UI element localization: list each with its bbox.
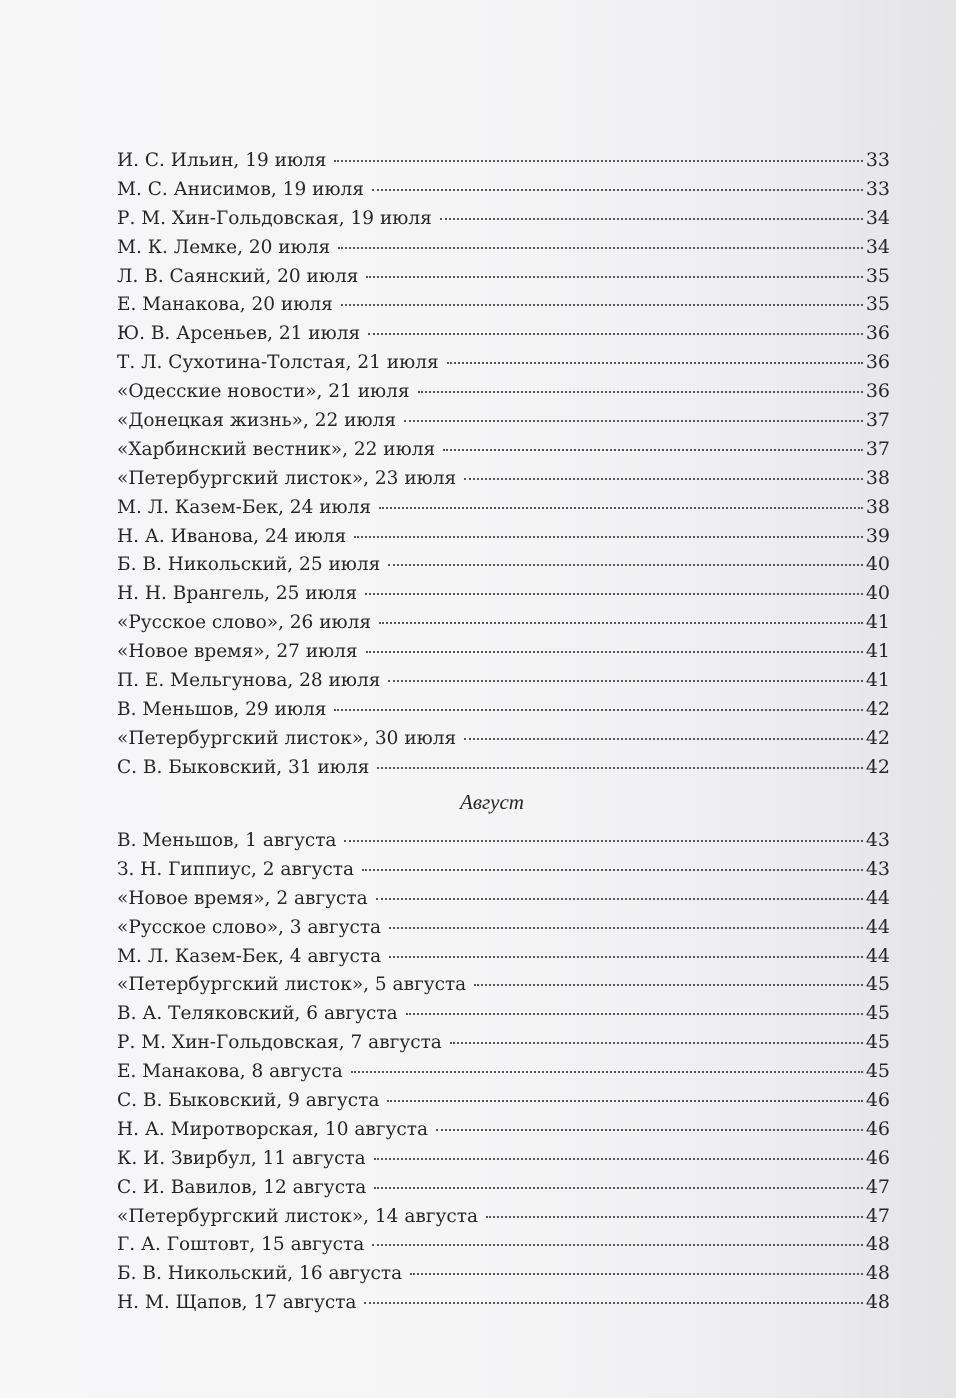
toc-page-number: 41 xyxy=(865,640,890,663)
toc-entry xyxy=(117,1028,890,1057)
toc-entry xyxy=(117,406,890,435)
toc-entry xyxy=(117,233,890,262)
dot-leader xyxy=(374,1187,862,1189)
toc-entry-title: Е. Манакова, 20 июля xyxy=(117,294,333,316)
dot-leader xyxy=(379,622,863,624)
toc-entry-title: М. К. Лемке, 20 июля xyxy=(117,236,331,258)
dot-leader xyxy=(450,1042,863,1044)
dot-leader xyxy=(366,276,862,278)
toc-entry-title: «Одесские новости», 21 июля xyxy=(117,381,410,403)
dot-leader xyxy=(447,362,863,364)
toc-entry xyxy=(117,1173,890,1202)
dot-leader xyxy=(418,391,863,393)
dot-leader xyxy=(406,1013,863,1015)
toc-entry-title: П. Е. Мельгунова, 28 июля xyxy=(117,670,381,692)
toc-entry-title: Н. А. Иванова, 24 июля xyxy=(117,525,347,547)
toc-page-number: 48 xyxy=(865,1262,890,1285)
toc-page-number: 44 xyxy=(865,944,890,967)
toc-entry xyxy=(117,608,890,637)
dot-leader xyxy=(486,1216,863,1218)
toc-entry xyxy=(117,493,890,522)
toc-entry xyxy=(117,522,890,551)
toc-page-number: 44 xyxy=(865,915,890,938)
dot-leader xyxy=(388,680,862,682)
toc-entry-title: «Петербургский листок», 5 августа xyxy=(117,974,467,996)
toc-page-number: 46 xyxy=(865,1146,890,1169)
toc-entry-title: Т. Л. Сухотина-Толстая, 21 июля xyxy=(117,352,439,374)
dot-leader xyxy=(464,478,863,480)
toc-entry-title: В. А. Теляковский, 6 августа xyxy=(117,1003,398,1025)
toc-entry xyxy=(117,204,890,233)
dot-leader xyxy=(341,304,863,306)
toc-page-number: 43 xyxy=(865,857,890,880)
toc-page-number: 39 xyxy=(865,524,890,547)
toc-entry xyxy=(117,348,890,377)
toc-entry xyxy=(117,724,890,753)
toc-entry-title: «Петербургский листок», 30 июля xyxy=(117,727,457,749)
toc-entry-title: «Петербургский листок», 14 августа xyxy=(117,1205,478,1227)
toc-page-number: 41 xyxy=(865,669,890,692)
toc-entry-title: Б. В. Никольский, 16 августа xyxy=(117,1263,403,1285)
dot-leader xyxy=(379,507,863,509)
toc-page-number: 36 xyxy=(865,322,890,345)
dot-leader xyxy=(338,247,863,249)
toc-entry-title: Н. М. Щапов, 17 августа xyxy=(117,1292,357,1314)
toc-entry-title: С. В. Быковский, 31 июля xyxy=(117,756,370,778)
toc-page-number: 42 xyxy=(865,755,890,778)
toc-entry xyxy=(117,464,890,493)
toc-entry-title: В. Меньшов, 29 июля xyxy=(117,698,327,720)
toc-entry xyxy=(117,999,890,1028)
toc-entry xyxy=(117,942,890,971)
toc-entry-title: «Новое время», 2 августа xyxy=(117,887,368,909)
toc-entry-title: «Русское слово», 26 июля xyxy=(117,612,372,634)
toc-page-number: 46 xyxy=(865,1089,890,1112)
toc-entry-title: «Харбинский вестник», 22 июля xyxy=(117,438,436,460)
dot-leader xyxy=(387,1100,862,1102)
toc-entry-title: «Донецкая жизнь», 22 июля xyxy=(117,410,397,432)
dot-leader xyxy=(443,449,863,451)
toc-page-number: 41 xyxy=(865,611,890,634)
toc-page-number: 34 xyxy=(865,235,890,258)
toc-entry-title: И. С. Ильин, 19 июля xyxy=(117,150,327,171)
toc-entry xyxy=(117,884,890,913)
dot-leader xyxy=(436,1129,863,1131)
toc-page-number: 47 xyxy=(865,1204,890,1227)
toc-entry xyxy=(117,1230,890,1259)
toc-entry xyxy=(117,913,890,942)
toc-entry xyxy=(117,1115,890,1144)
dot-leader xyxy=(351,1071,863,1073)
toc-entry xyxy=(117,637,890,666)
toc-page-number: 42 xyxy=(865,697,890,720)
toc-entry-title: К. И. Звирбул, 11 августа xyxy=(117,1147,366,1169)
toc-page-number: 43 xyxy=(865,829,890,851)
dot-leader xyxy=(372,1244,863,1246)
toc-entry xyxy=(117,855,890,884)
toc-page-number: 42 xyxy=(865,726,890,749)
toc-entry-title: Б. В. Никольский, 25 июля xyxy=(117,554,381,576)
toc-entry-title: В. Меньшов, 1 августа xyxy=(117,830,337,851)
toc-entry-title: М. С. Анисимов, 19 июля xyxy=(117,178,364,200)
toc-page-number: 45 xyxy=(865,973,890,996)
toc-entry-title: Н. Н. Врангель, 25 июля xyxy=(117,583,358,605)
dot-leader xyxy=(366,651,863,653)
toc-entry xyxy=(117,1086,890,1115)
dot-leader xyxy=(362,869,863,871)
toc-entry xyxy=(117,290,890,319)
toc-entry-title: Н. А. Миротворская, 10 августа xyxy=(117,1118,429,1140)
toc-list-july xyxy=(117,146,890,782)
toc-page-number: 37 xyxy=(865,437,890,460)
toc-entry xyxy=(117,175,890,204)
toc-entry xyxy=(117,753,890,782)
toc-page-number: 40 xyxy=(865,582,890,605)
toc-page-number: 35 xyxy=(865,264,890,287)
toc-page-number: 44 xyxy=(865,886,890,909)
toc-entry-title: Ю. В. Арсеньев, 21 июля xyxy=(117,323,361,345)
dot-leader xyxy=(388,564,862,566)
toc-entry xyxy=(117,435,890,464)
dot-leader xyxy=(334,160,862,162)
toc-entry xyxy=(117,1202,890,1231)
toc-entry-title: Л. В. Саянский, 20 июля xyxy=(117,265,359,287)
dot-leader xyxy=(389,927,863,929)
toc-entry-title: М. Л. Казем-Бек, 4 августа xyxy=(117,945,382,967)
toc-entry-title: Е. Манакова, 8 августа xyxy=(117,1061,343,1083)
toc-page-number: 34 xyxy=(865,206,890,229)
dot-leader xyxy=(365,593,863,595)
toc-entry-title: Р. М. Хин-Гольдовская, 19 июля xyxy=(117,207,432,229)
toc-page-number: 45 xyxy=(865,1031,890,1054)
dot-leader xyxy=(334,709,862,711)
toc-entry xyxy=(117,550,890,579)
toc-entry-title: С. В. Быковский, 9 августа xyxy=(117,1090,380,1112)
dot-leader xyxy=(474,984,863,986)
toc-entry xyxy=(117,377,890,406)
toc-entry xyxy=(117,970,890,999)
dot-leader xyxy=(354,536,863,538)
toc-page-number: 38 xyxy=(865,466,890,489)
toc-list-august xyxy=(117,826,890,1317)
toc-entry xyxy=(117,1057,890,1086)
section-heading-august: Август xyxy=(460,790,524,814)
dot-leader xyxy=(364,1302,862,1304)
toc-entry xyxy=(117,826,890,855)
toc-page-number: 36 xyxy=(865,380,890,403)
toc-entry-title: М. Л. Казем-Бек, 24 июля xyxy=(117,496,372,518)
toc-page-number: 33 xyxy=(865,177,890,200)
toc-entry-title: «Петербургский листок», 23 июля xyxy=(117,467,457,489)
dot-leader xyxy=(389,956,863,958)
toc-page-number: 46 xyxy=(865,1117,890,1140)
toc-entry xyxy=(117,146,890,175)
toc-page-number: 36 xyxy=(865,351,890,374)
toc-entry xyxy=(117,579,890,608)
dot-leader xyxy=(464,738,863,740)
toc-entry xyxy=(117,1288,890,1317)
toc-entry xyxy=(117,1259,890,1288)
toc-page-number: 40 xyxy=(865,553,890,576)
toc-entry-title: С. И. Вавилов, 12 августа xyxy=(117,1176,367,1198)
toc-entry xyxy=(117,262,890,291)
dot-leader xyxy=(374,1158,863,1160)
toc-page-number: 48 xyxy=(865,1233,890,1256)
toc-entry-title: З. Н. Гиппиус, 2 августа xyxy=(117,858,355,880)
toc-page-number: 33 xyxy=(865,149,890,171)
toc-entry xyxy=(117,319,890,348)
dot-leader xyxy=(377,767,862,769)
toc-page-number: 37 xyxy=(865,409,890,432)
toc-page-number: 45 xyxy=(865,1002,890,1025)
toc-page-number: 45 xyxy=(865,1060,890,1083)
dot-leader xyxy=(376,898,863,900)
dot-leader xyxy=(372,189,863,191)
toc-page-number: 38 xyxy=(865,495,890,518)
toc-page-number: 47 xyxy=(865,1175,890,1198)
dot-leader xyxy=(440,218,863,220)
dot-leader xyxy=(368,333,863,335)
toc-entry-title: «Новое время», 27 июля xyxy=(117,641,358,663)
toc-entry-title: Р. М. Хин-Гольдовская, 7 августа xyxy=(117,1032,442,1054)
toc-entry-title: Г. А. Гоштовт, 15 августа xyxy=(117,1234,365,1256)
toc-entry xyxy=(117,666,890,695)
toc-entry xyxy=(117,1144,890,1173)
dot-leader xyxy=(344,840,862,842)
dot-leader xyxy=(410,1273,863,1275)
toc-entry-title: «Русское слово», 3 августа xyxy=(117,916,382,938)
dot-leader xyxy=(404,420,863,422)
toc-page-number: 48 xyxy=(865,1291,890,1314)
toc-entry xyxy=(117,695,890,724)
toc-page-number: 35 xyxy=(865,293,890,316)
